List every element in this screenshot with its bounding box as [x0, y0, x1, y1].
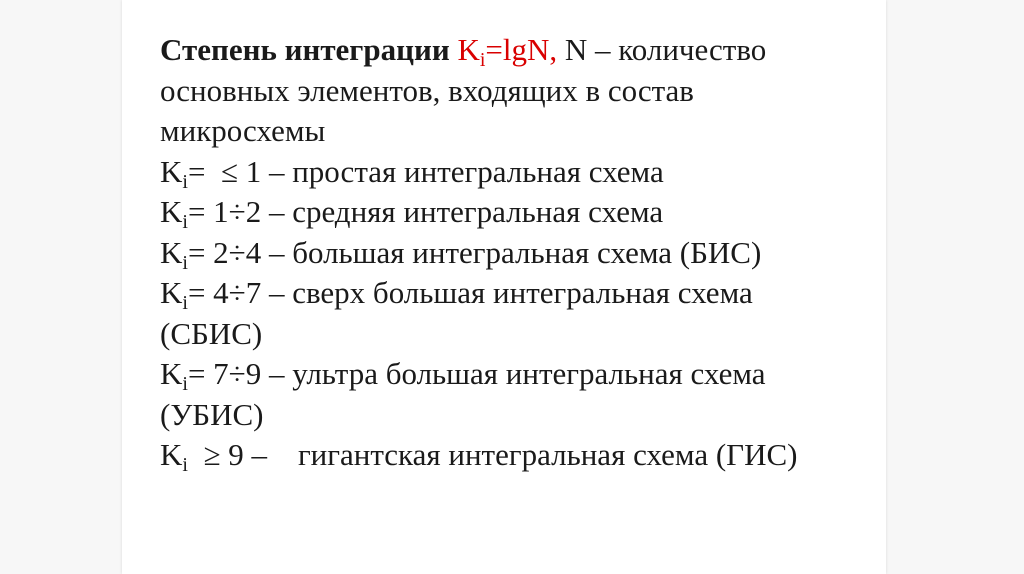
heading-desc-1: N – количество — [557, 32, 767, 67]
level-index: i — [182, 211, 188, 233]
slide-content — [160, 30, 880, 476]
level-line-gis — [160, 435, 880, 476]
heading-title: Степень интеграции — [160, 32, 450, 67]
level-continuation-ubis: (УБИС) — [160, 396, 264, 432]
slide — [122, 0, 886, 574]
level-line-medium — [160, 192, 880, 233]
level-k: K — [160, 275, 183, 310]
formula-index: i — [479, 49, 486, 71]
level-k: K — [160, 194, 183, 229]
level-k: K — [160, 153, 183, 189]
level-index: i — [182, 170, 188, 193]
level-range: = 1÷2 – средняя интегральная схема — [187, 194, 664, 229]
level-index: i — [182, 251, 188, 274]
formula — [457, 32, 558, 71]
heading-desc-2: основных элементов, входящих в состав — [160, 72, 694, 108]
level-continuation-sbis: (СБИС) — [160, 315, 263, 351]
level-k: K — [160, 437, 183, 472]
level-line-simple — [160, 152, 880, 193]
level-k: K — [160, 356, 183, 391]
level-line-sbis — [160, 273, 880, 314]
level-k: K — [160, 234, 183, 270]
level-index: i — [182, 292, 188, 314]
heading-line — [160, 30, 880, 71]
formula-k: K — [457, 32, 480, 67]
level-line-bis — [160, 233, 880, 274]
level-range: ≥ 9 – гигантская интегральная схема (ГИС) — [187, 437, 798, 472]
formula-rest: =lgN, — [485, 32, 558, 67]
level-range: = ≤ 1 – простая интегральная схема — [187, 153, 664, 189]
heading-desc-3: микросхемы — [160, 113, 326, 148]
level-range: = 4÷7 – сверх большая интегральная схема — [187, 275, 753, 310]
level-line-ubis — [160, 354, 880, 395]
level-range: = 7÷9 – ультра большая интегральная схема — [187, 356, 766, 391]
level-index: i — [182, 454, 188, 476]
level-range: = 2÷4 – большая интегральная схема (БИС) — [187, 234, 762, 270]
level-index: i — [182, 373, 188, 395]
